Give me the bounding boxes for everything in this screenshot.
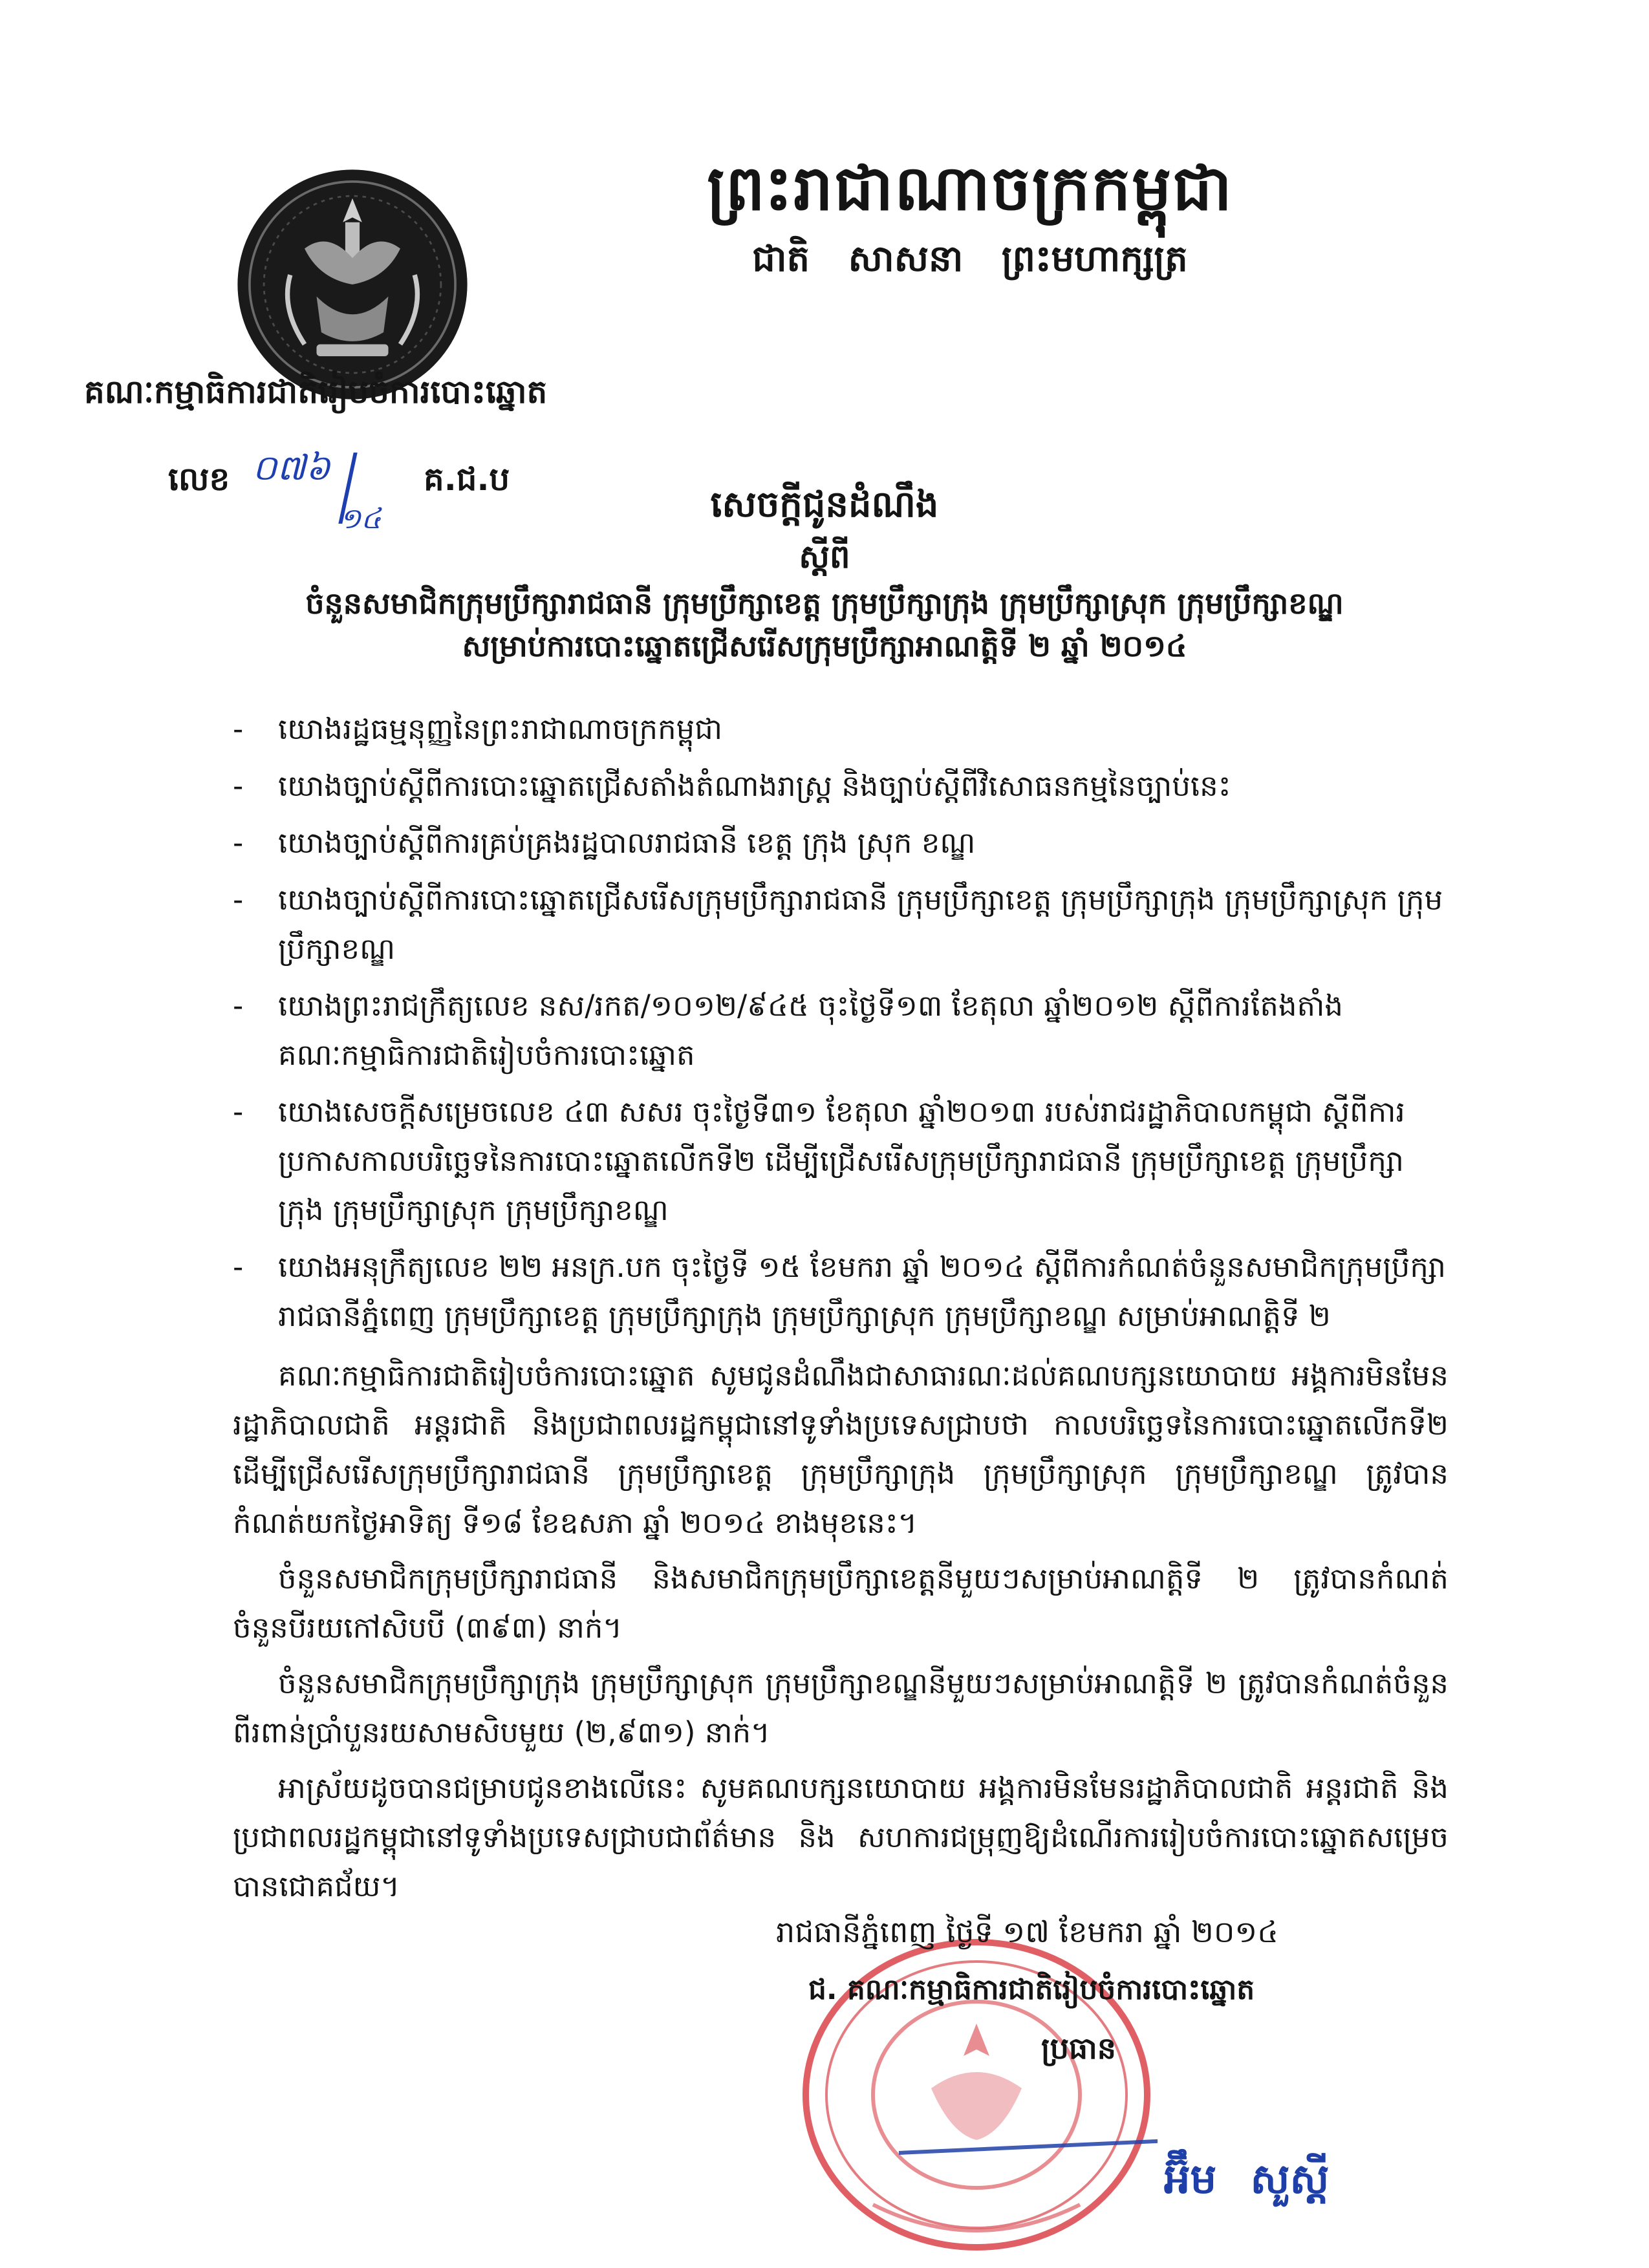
signatory-name: អ៊ឹម សួស្ដី — [1164, 2156, 1330, 2203]
signatory-organization: ជ. គណៈកម្មាធិការជាតិរៀបចំការបោះឆ្នោត — [808, 1973, 1255, 2006]
reference-item: - យោងច្បាប់ស្ដីពីការបោះឆ្នោតជ្រើសរើសក្រុមប្រឹក្សារាជធានី ក្រុមប្រឹក្សាខេត្ត ក្រុមប្រឹក្សាក្រុង ក្រុមប្រឹក្សាស្រុក ក្រុមប្រឹក្សាខណ្ឌ — [233, 875, 1449, 974]
issuing-body: គណៈកម្មាធិការជាតិរៀបចំការបោះឆ្នោត — [84, 373, 548, 411]
subject-line: ចំនួនសមាជិកក្រុមប្រឹក្សារាជធានី ក្រុមប្រឹក្សាខេត្ត ក្រុមប្រឹក្សាក្រុង ក្រុមប្រឹក្សាស្រុក ក្រុមប្រឹក្សាខណ្ឌ — [305, 586, 1344, 621]
body-paragraph: ចំនួនសមាជិកក្រុមប្រឹក្សារាជធានី និងសមាជិកក្រុមប្រឹក្សាខេត្តនីមួយៗសម្រាប់អាណត្តិទី ២ ត្រូវបានកំណត់ចំនួនបីរយកៅសិបបី (៣៩៣) នាក់។ — [233, 1561, 1449, 1645]
reference-year: ១៤ — [339, 502, 382, 535]
notice-body — [233, 1351, 1449, 1918]
body-paragraph: គណៈកម្មាធិការជាតិរៀបចំការបោះឆ្នោត សូមជូនដំណឹងជាសាធារណៈដល់គណបក្សនយោបាយ អង្គការមិនមែនរដ្ឋាភិបាលជាតិ អន្តរជាតិ និងប្រជាពលរដ្ឋកម្ពុជានៅទូទាំងប្រទេសជ្រាបថា កាលបរិច្ឆេទនៃការបោះឆ្នោតលើកទី២ ដើម្បីជ្រើសរើសក្រុមប្រឹក្សារាជធានី ក្រុមប្រឹក្សាខេត្ត ក្រុមប្រឹក្សាក្រុង ក្រុមប្រឹក្សាស្រុក ក្រុមប្រឹក្សាខណ្ឌ ត្រូវបានកំណត់យកថ្ងៃអាទិត្យ ទី១៨ ខែឧសភា ឆ្នាំ ២០១៤ ខាងមុខនេះ។ — [233, 1358, 1449, 1540]
about-heading: ស្ដីពី — [799, 538, 850, 575]
document-type-heading: សេចក្ដីជូនដំណឹង — [710, 484, 939, 526]
reference-code: គ.ជ.ប — [424, 460, 510, 498]
reference-label: លេខ — [168, 460, 230, 498]
reference-number: ០៧៦ — [252, 447, 330, 488]
document-subject — [162, 582, 1487, 667]
place-and-date: រាជធានីភ្នំពេញ ថ្ងៃទី ១៧ ខែមករា ឆ្នាំ ២០១៤ — [776, 1914, 1278, 1949]
reference-item: - យោងច្បាប់ស្ដីពីការបោះឆ្នោតជ្រើសតាំងតំណាងរាស្ត្រ និងច្បាប់ស្ដីពីវិសោធនកម្មនៃច្បាប់នេះ — [233, 762, 1449, 811]
reference-item: - យោងរដ្ឋធម្មនុញ្ញនៃព្រះរាជាណាចក្រកម្ពុជា — [233, 705, 1449, 754]
body-paragraph: អាស្រ័យដូចបានជម្រាបជូនខាងលើនេះ សូមគណបក្សនយោបាយ អង្គការមិនមែនរដ្ឋាភិបាលជាតិ អន្តរជាតិ និងប្រជាពលរដ្ឋកម្ពុជានៅទូទាំងប្រទេសជ្រាបជាព័ត៌មាន និង សហការជម្រុញឱ្យដំណើរការរៀបចំការបោះឆ្នោតសម្រេចបានជោគជ័យ។ — [233, 1771, 1449, 1903]
national-motto: ជាតិ សាសនា ព្រះមហាក្សត្រ — [752, 238, 1188, 280]
reference-item: - យោងព្រះរាជក្រឹត្យលេខ នស/រកត/១០១២/៩៤៥ ចុះថ្ងៃទី១៣ ខែតុលា ឆ្នាំ២០១២ ស្ដីពីការតែងតាំងគណៈកម្មាធិការជាតិរៀបចំការបោះឆ្នោត — [233, 981, 1449, 1080]
royal-emblem-icon — [233, 165, 472, 404]
signatory-title: ប្រធាន — [1041, 2031, 1116, 2066]
reference-item: - យោងអនុក្រឹត្យលេខ ២២ អនក្រ.បក ចុះថ្ងៃទី ១៥ ខែមករា ឆ្នាំ ២០១៤ ស្ដីពីការកំណត់ចំនួនសមាជិកក្រុមប្រឹក្សារាជធានីភ្នំពេញ ក្រុមប្រឹក្សាខេត្ត ក្រុមប្រឹក្សាក្រុង ក្រុមប្រឹក្សាស្រុក ក្រុមប្រឹក្សាខណ្ឌ សម្រាប់អាណត្តិទី ២ — [233, 1243, 1449, 1341]
reference-item: - យោងសេចក្ដីសម្រេចលេខ ៤៣ សសរ ចុះថ្ងៃទី៣១ ខែតុលា ឆ្នាំ២០១៣ របស់រាជរដ្ឋាភិបាលកម្ពុជា ស្ដីពីការប្រកាសកាលបរិច្ឆេទនៃការបោះឆ្នោតលើកទី២ ដើម្បីជ្រើសរើសក្រុមប្រឹក្សារាជធានី ក្រុមប្រឹក្សាខេត្ត ក្រុមប្រឹក្សាក្រុង ក្រុមប្រឹក្សាស្រុក ក្រុមប្រឹក្សាខណ្ឌ — [233, 1087, 1449, 1235]
reference-item: - យោងច្បាប់ស្ដីពីការគ្រប់គ្រងរដ្ឋបាលរាជធានី ខេត្ត ក្រុង ស្រុក ខណ្ឌ — [233, 818, 1449, 868]
subject-line: សម្រាប់ការបោះឆ្នោតជ្រើសរើសក្រុមប្រឹក្សាអាណត្តិទី ២ ឆ្នាំ ២០១៤ — [462, 628, 1187, 663]
body-paragraph: ចំនួនសមាជិកក្រុមប្រឹក្សាក្រុង ក្រុមប្រឹក្សាស្រុក ក្រុមប្រឹក្សាខណ្ឌនីមួយៗសម្រាប់អាណត្តិទី ២ ត្រូវបានកំណត់ចំនួនពីរពាន់ប្រាំបួនរយសាមសិបមួយ (២,៩៣១) នាក់។ — [233, 1666, 1449, 1749]
kingdom-title: ព្រះរាជាណាចក្រកម្ពុជា — [707, 152, 1233, 224]
legal-references-list — [233, 705, 1449, 1349]
